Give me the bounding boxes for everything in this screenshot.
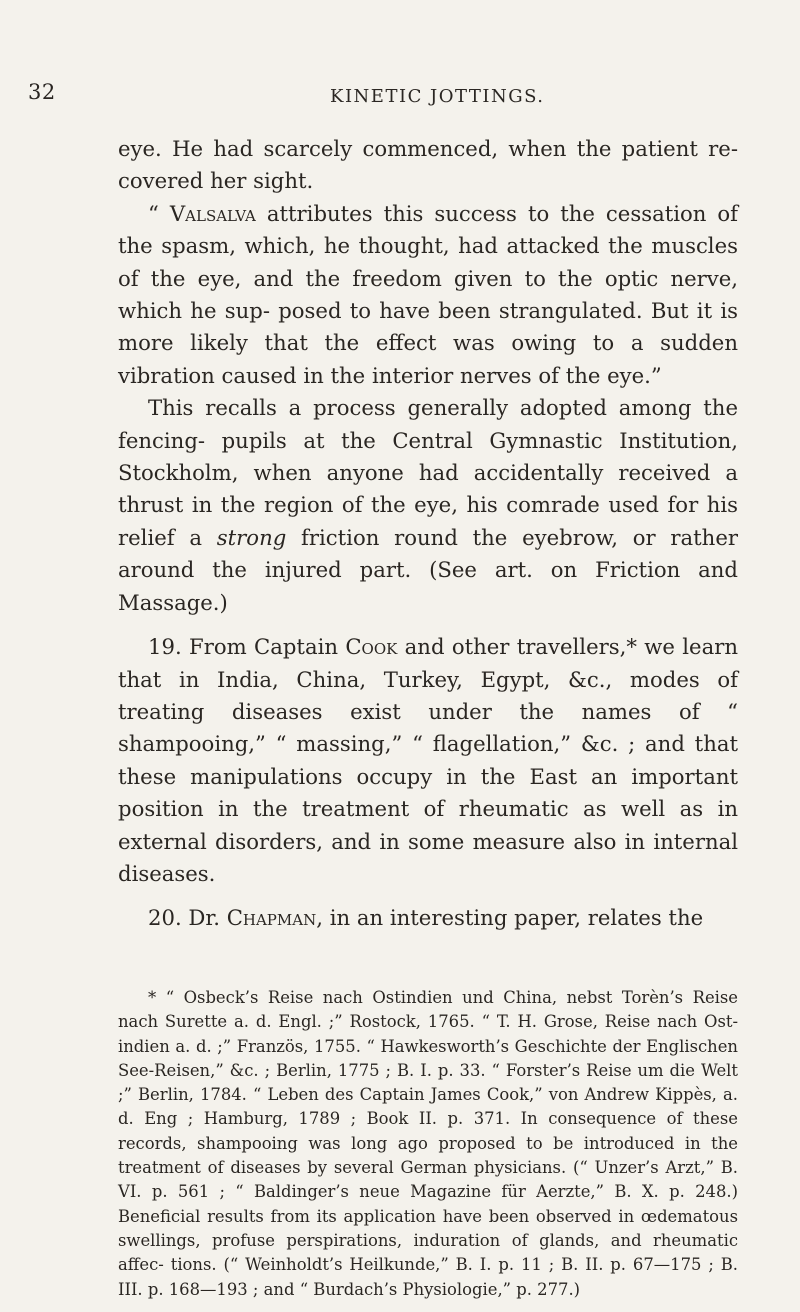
paragraph-3-text-b: friction round the eyebrow, or rather around the injured part. (See art. on Friction and Massage.) xyxy=(118,524,738,615)
emphasis-strong: strong xyxy=(216,524,287,550)
name-valsalva: Valsalva xyxy=(169,200,256,226)
paragraph-2 xyxy=(118,198,738,392)
paragraph-2-text: attributes this success to the cessation of the spasm, which, he thought, had attacked the muscles of the eye, and the freedom given to the optic nerve, which he sup- posed to have been strangulated. But it is more likely that the effect was owing to a sudden vibration caused in the interior nerves of the eye.” xyxy=(118,200,738,388)
name-cook: Cook xyxy=(345,634,398,660)
paragraph-3-text-a: This recalls a process generally adopted among the fencing- pupils at the Central Gymnastic Institution, Stockholm, when anyone had accidentally received a thrust in the region of the eye, his comrade used for his relief a xyxy=(118,395,738,550)
footnote xyxy=(118,986,738,1302)
page-number: 32 xyxy=(28,80,56,104)
paragraph-1: eye. He had scarcely commenced, when the patient re- covered her sight. xyxy=(118,136,738,194)
quote-open: “ xyxy=(148,200,170,226)
paragraph-19 xyxy=(118,631,738,890)
main-text xyxy=(118,133,738,935)
paragraph-20-text-b: , in an interesting paper, relates the xyxy=(316,905,704,931)
paragraph-19-text-a: 19. From Captain xyxy=(148,634,346,660)
paragraph-20 xyxy=(118,902,738,934)
paragraph-19-text-b: and other travellers,* we learn that in India, China, Turkey, Egypt, &c., modes of treating diseases exist under the names of “ shampooing,” “ massing,” “ flagellation,” &c. ; and that these manipulations occupy in the East an important position in the treatment of rheumatic as well as in external disorders, and in some measure also in internal diseases. xyxy=(118,634,738,886)
name-chapman: Chapman xyxy=(226,905,317,931)
paragraph-3 xyxy=(118,392,738,619)
footnote-text: * “ Osbeck’s Reise nach Ostindien und China, nebst Torèn’s Reise nach Surette a. d. Engl. ;” Rostock, 1765. “ T. H. Grose, Reise nach Ost- indien a. d. ;” Französ, 1755. “ Hawkesworth’s Geschichte der Englischen See-Reisen,” &c. ; Berlin, 1775 ; B. I. p. 33. “ Forster’s Reise um die Welt ;” Berlin, 1784. “ Leben des Captain James Cook,” von Andrew Kippès, a. d. Eng ; Hamburg, 1789 ; Book II. p. 371. In consequence of these records, shampooing was long ago proposed to be introduced in the treatment of diseases by several German physicians. (“ Unzer’s Arzt,” B. VI. p. 561 ; “ Baldinger’s neue Magazine für Aerzte,” B. X. p. 248.) Beneficial results from its application have been observed in œdematous swellings, profuse perspirations, induration of glands, and rheumatic affec- tions. (“ Weinholdt’s Heilkunde,” B. I. p. 11 ; B. II. p. 67—175 ; B. III. p. 168—193 ; and “ Burdach’s Physiologie,” p. 277.) xyxy=(118,988,738,1299)
paragraph-20-text-a: 20. Dr. xyxy=(148,905,227,931)
running-head: KINETIC JOTTINGS. xyxy=(330,86,545,107)
